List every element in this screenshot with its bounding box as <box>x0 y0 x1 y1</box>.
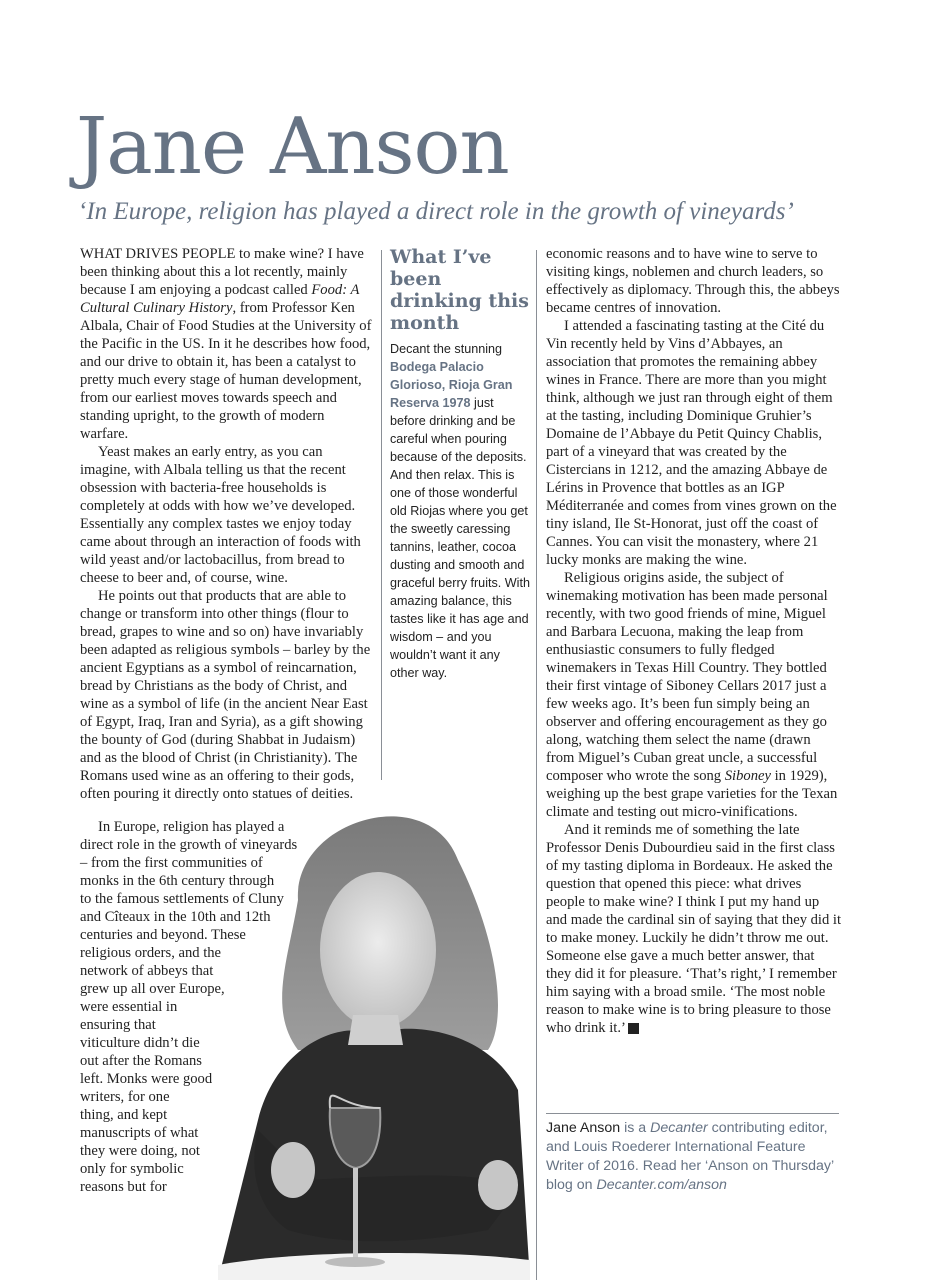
wrap-line: they were doing, not <box>80 1143 200 1159</box>
paragraph-1: WHAT DRIVES PEOPLE to make wine? I have been thinking about this a lot recently, mainly because I am enjoying a podcast called Food: A Cultural Culinary History, from Professor Ken Albala, Chair of Food Studies at the University of the Pacific in the US. In it he describes how food, and our drive to obtain it, has been a catalyst to pretty much every stage of human development, from our earliest moves towards speech and standing upright, to the growth of modern warfare. <box>80 246 372 442</box>
paragraph: economic reasons and to have wine to serve to visiting kings, noblemen and church leaders, so effectively as diplomacy. Through this, the abbeys became centres of innovation. <box>546 246 840 316</box>
sidebar-body: Decant the stunning Bodega Palacio Glorioso, Rioja Gran Reserva 1978 just before drinking and be careful when pouring because of the deposits. And then relax. This is one of those wonderful old Riojas where you get the sweetly caressing tannins, leather, cocoa dusting and smooth and graceful berry fruits. With amazing balance, this tastes like it has age and wisdom – and you wouldn’t want it any other way. <box>390 342 530 680</box>
wrap-line: centuries and beyond. These <box>80 927 246 943</box>
wrap-line: monks in the 6th century through <box>80 873 275 889</box>
bio-divider <box>546 1113 839 1114</box>
wrap-line: writers, for one <box>80 1089 170 1105</box>
column-1 <box>80 245 372 803</box>
wrap-line: and Cîteaux in the 10th and 12th <box>80 909 271 925</box>
wrap-line: network of abbeys that <box>80 963 214 979</box>
paragraph: And it reminds me of something the late Professor Denis Dubourdieu said in the first class of my tasting diploma in Bordeaux. He asked the question that opened this piece: what drives people to make wine? I think I put my hand up and made the cardinal sin of saying that they did it to make money. Luckily he didn’t throw me out. Someone else gave a much better answer, that they did it for pleasure. ‘That’s right,’ I remember him saying with a broad smile. ‘The most noble reason to make wine is to bring pleasure to those who drink it.’ D <box>546 822 842 1036</box>
author-photo <box>198 790 530 1280</box>
wrap-line: only for symbolic <box>80 1161 184 1177</box>
paragraph-2: Yeast makes an early entry, as you can imagine, with Albala telling us that the recent obsession with bacteria-free households is completely at odds with how we’ve developed. Essentially any complex tastes we enjoy today came about through an interaction of foods with wild yeast and/or lactobacillus, from bread to cheese to beer and, of course, wine. <box>80 444 361 586</box>
wrap-line: left. Monks were good <box>80 1071 213 1087</box>
paragraph-3: He points out that products that are able to change or transform into other things (flour to bread, grapes to wine and so on) have invariably been adapted as religious symbols – barley by the ancient Egyptians as a symbol of reincarnation, bread by Christians as the body of Christ, and wine as a symbol of life (in the ancient Near East of Egypt, Iraq, Iran and Syria), as a gift showing the bounty of God (during Shabbat in Judaism) and as the blood of Christ (in Christianity). The Romans used wine as an offering to their gods, often pouring it directly onto statues of deities. <box>80 588 371 802</box>
wrap-line: manuscripts of what <box>80 1125 199 1141</box>
wrap-line: were essential in <box>80 999 178 1015</box>
blog-link[interactable]: Decanter.com/anson <box>596 1177 727 1193</box>
decanter-end-mark-icon: D <box>628 1023 639 1034</box>
column-divider <box>536 250 537 1280</box>
wrap-line: religious orders, and the <box>80 945 222 961</box>
bio-name: Jane Anson <box>546 1120 621 1136</box>
wrap-line: reasons but for <box>80 1179 167 1195</box>
paragraph: Religious origins aside, the subject of winemaking motivation has been made personal recently, with two good friends of mine, Miguel and Barbara Lecuona, making the leap from enthusiastic consumers to fully fledged winemakers in Texas Hill Country. They bottled their first vintage of Siboney Cellars 2017 just a few weeks ago. It’s been fun simply being an observer and offering encouragement as they go along, watching them select the name (drawn from Miguel’s Cuban great uncle, a successful composer who wrote the song Siboney in 1929), weighing up the best grape varieties for the Texan climate and testing out micro-vinifications. <box>546 570 838 820</box>
standfirst: ‘In Europe, religion has played a direct role in the growth of vineyards’ <box>78 198 794 225</box>
wrap-line: – from the first communities of <box>80 855 263 871</box>
column-divider <box>381 250 382 780</box>
column-3 <box>546 245 842 1037</box>
wrap-line: In Europe, religion has played a <box>98 819 285 835</box>
page-title: Jane Anson <box>76 102 509 192</box>
author-bio: Jane Anson is a Decanter contributing editor, and Louis Roederer International Feature Writer of 2016. Read her ‘Anson on Thursday’ blog on Decanter.com/anson <box>546 1120 834 1193</box>
wrap-line: ensuring that <box>80 1017 156 1033</box>
wrap-line: viticulture didn’t die <box>80 1035 200 1051</box>
wrap-line: grew up all over Europe, <box>80 981 225 997</box>
wrap-line: thing, and kept <box>80 1107 168 1123</box>
wrap-line: out after the Romans <box>80 1053 202 1069</box>
sidebar-heading: What I’ve been drinking this month <box>390 246 529 334</box>
paragraph: I attended a fascinating tasting at the Cité du Vin recently held by Vins d’Abbayes, an association that promotes the remaining abbey wines in France. There are more than you might think, although we just ran through eight of them at the tasting, including Dominique Gruhier’s Domaine de l’Abbaye du Petit Quincy Chablis, part of a vineyard that was created by the Cistercians in 1212, and the amazing Abbaye de Lérins in Provence that bottles as an IGP Méditerranée and comes from vines grown on the tiny island, Ile St-Honorat, just off the coast of Cannes. You can visit the monastery, where 21 lucky monks are making the wine. <box>546 318 837 568</box>
sidebar-box <box>390 246 530 682</box>
wrap-line: direct role in the growth of vineyards <box>80 837 298 853</box>
wrap-line: to the famous settlements of Cluny <box>80 891 284 907</box>
wine-name: Bodega Palacio Glorioso, Rioja Gran Reserva 1978 <box>390 360 513 410</box>
